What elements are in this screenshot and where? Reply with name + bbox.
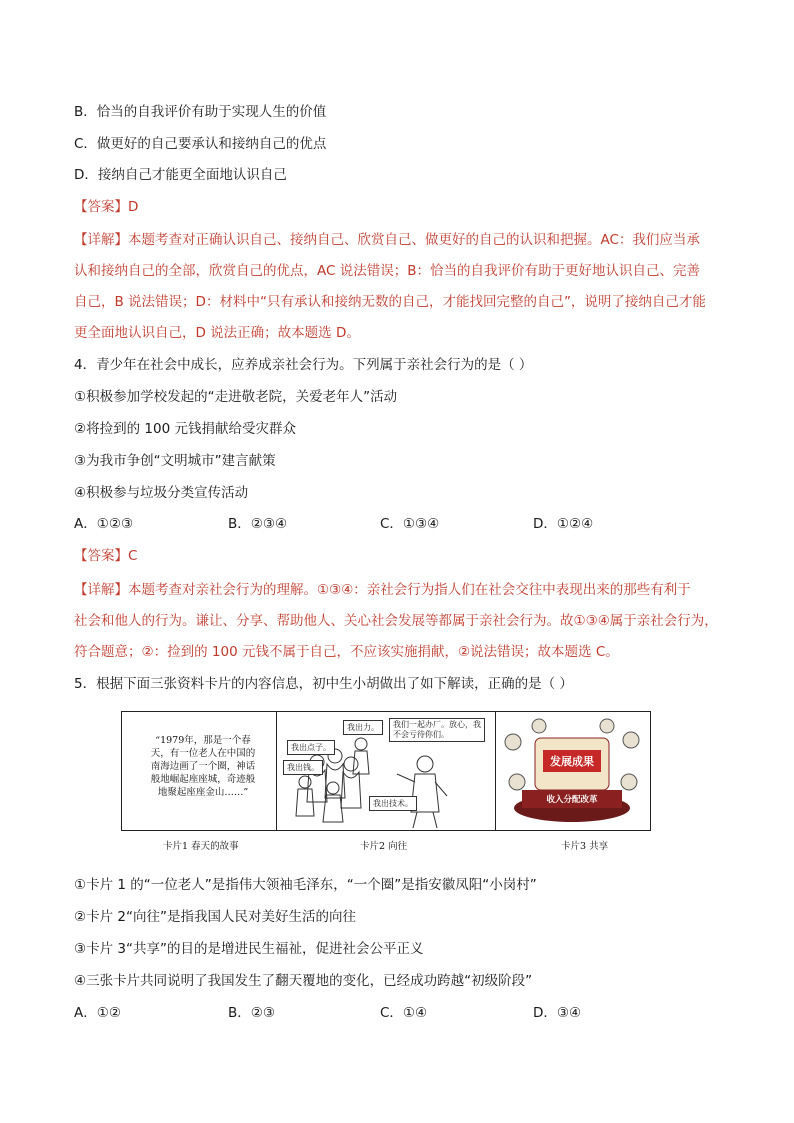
- q3-answer: [74, 197, 138, 217]
- explanation-line: 【详解】本题考查对亲社会行为的理解。①③④：亲社会行为指人们在社会交往中表现出来的那些有利于: [74, 582, 691, 598]
- q4-option-c: C．①③④: [380, 516, 440, 532]
- speech-bubble: 我出技术。: [369, 796, 417, 811]
- card-2: [276, 712, 496, 830]
- q5-item-2: ②卡片 2“向往”是指我国人民对美好生活的向往: [74, 909, 356, 925]
- card-1-story: “1979年，那是一个春天，有一位老人在中国的南海边画了一个圈，神话般地崛起座座城，奇迹般地聚起座座金山……”: [150, 735, 256, 798]
- explanation-line: 更全面地认识自己，D 说法正确；故本题选 D。: [74, 325, 360, 341]
- q3-option-d: D．接纳自己才能更全面地认识自己: [74, 167, 287, 183]
- speech-bubble: 我出钱。: [283, 760, 323, 775]
- q4-option-b: B．②③④: [228, 516, 288, 532]
- speech-bubble: 我出力。: [343, 720, 383, 735]
- card-1: [122, 712, 276, 830]
- speech-bubble: 我们一起办厂。放心，我不会亏待你们。: [389, 718, 485, 742]
- explanation-line: 认和接纳自己的全部，欣赏自己的优点，AC 说法错误；B：恰当的自我评价有助于更好地认识自己、完善: [74, 263, 700, 279]
- card-3-caption: 卡片3 共享: [561, 841, 609, 852]
- q3-option-b: B．恰当的自我评价有助于实现人生的价值: [74, 104, 327, 120]
- explanation-line: 自己，B 说法错误；D：材料中“只有承认和接纳无数的自己，才能找回完整的自己”，说明了接纳自己才能: [74, 294, 706, 310]
- q5-stem: 5．根据下面三张资料卡片的内容信息，初中生小胡做出了如下解读，正确的是（ ）: [74, 676, 573, 692]
- q5-option-c: C．①④: [380, 1005, 428, 1021]
- detail-label: 【详解】: [74, 582, 128, 598]
- q4-option-d: D．①②④: [533, 516, 594, 532]
- card-3: [495, 712, 650, 830]
- answer-label: 【答案】: [74, 548, 128, 564]
- q4-item-1: ①积极参加学校发起的“走进敬老院，关爱老年人”活动: [74, 389, 398, 405]
- q5-option-a: A．①②: [74, 1005, 121, 1021]
- q5-item-3: ③卡片 3“共享”的目的是增进民生福祉，促进社会公平正义: [74, 941, 424, 957]
- q4-answer: [74, 546, 137, 566]
- answer-label: 【答案】: [74, 199, 128, 215]
- q4-item-4: ④积极参与垃圾分类宣传活动: [74, 485, 249, 501]
- card-2-caption: 卡片2 向往: [360, 841, 408, 852]
- q4-explanation: [74, 575, 724, 668]
- q5-item-1: ①卡片 1 的“一位老人”是指伟大领袖毛泽东，“一个圈”是指安徽凤阳“小岗村”: [74, 877, 537, 893]
- explanation-line: 【详解】本题考查对正确认识自己、接纳自己、欣赏自己、做更好的自己的认识和把握。AC：我们应当承: [74, 232, 700, 248]
- speech-bubble: 我出点子。: [287, 740, 335, 755]
- card-3-base-label: 收入分配改革: [546, 795, 598, 805]
- card-1-caption: 卡片1 春天的故事: [163, 841, 239, 852]
- q5-item-4: ④三张卡片共同说明了我国发生了翻天覆地的变化，已经成功跨越“初级阶段”: [74, 973, 533, 989]
- q4-option-a: A．①②③: [74, 516, 134, 532]
- answer-value: D: [128, 199, 139, 215]
- q3-explanation: [74, 225, 724, 349]
- q3-option-c: C．做更好的自己要承认和接纳自己的优点: [74, 136, 327, 152]
- q4-item-3: ③为我市争创“文明城市”建言献策: [74, 453, 276, 469]
- q5-option-d: D．③④: [533, 1005, 582, 1021]
- answer-value: C: [128, 548, 138, 564]
- card-3-cake-label: 发展成果: [550, 755, 594, 768]
- card-3-cartoon: [495, 712, 650, 830]
- q5-option-b: B．②③: [228, 1005, 275, 1021]
- explanation-line: 社会和他人的行为。谦让、分享、帮助他人、关心社会发展等都属于亲社会行为。故①③④属于亲社会行为，: [74, 613, 718, 629]
- detail-label: 【详解】: [74, 232, 128, 248]
- q4-stem: 4．青少年在社会中成长，应养成亲社会行为。下列属于亲社会行为的是（ ）: [74, 357, 533, 373]
- q5-cards-figure: [121, 711, 651, 831]
- q4-item-2: ②将捡到的 100 元钱捐献给受灾群众: [74, 421, 296, 437]
- explanation-line: 符合题意；②：捡到的 100 元钱不属于自己，不应该实施捐献，②说法错误；故本题选 C。: [74, 644, 619, 660]
